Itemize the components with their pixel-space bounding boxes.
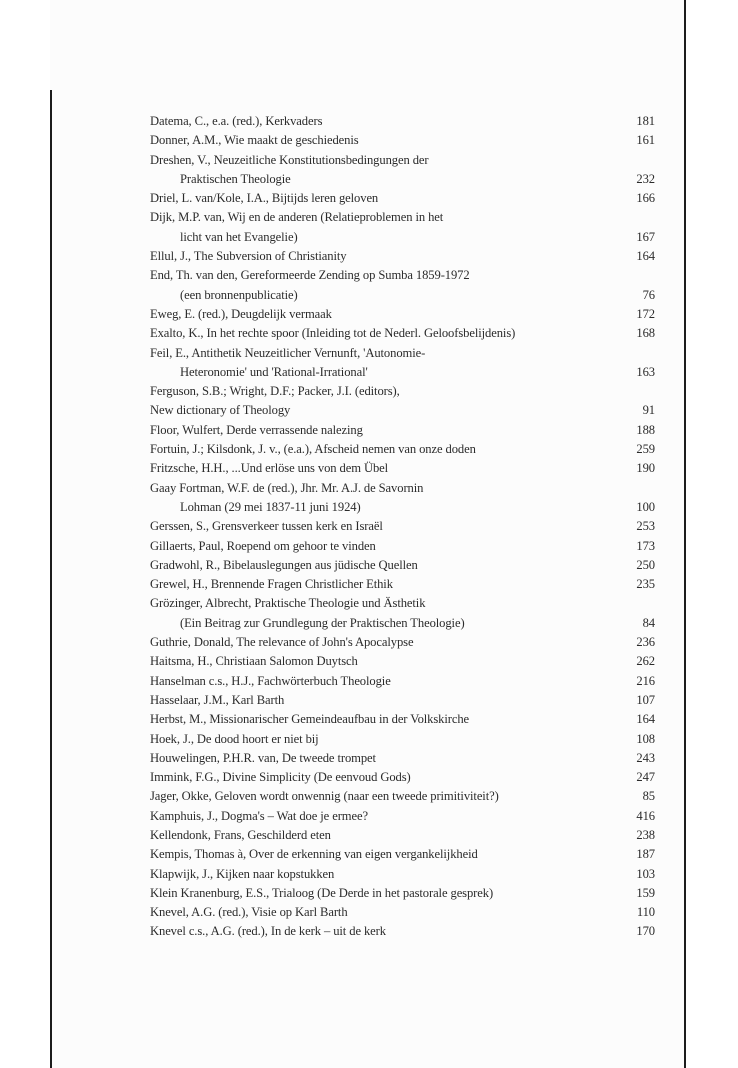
index-entry <box>150 305 655 324</box>
index-entry <box>150 189 655 208</box>
entry-page-number: 107 <box>636 692 655 707</box>
entry-title: Klein Kranenburg, E.S., Trialoog (De Derde in het pastorale gesprek) <box>150 885 494 900</box>
entry-title: Eweg, E. (red.), Deugdelijk vermaak <box>150 306 332 321</box>
entry-page-number: 161 <box>636 133 655 148</box>
entry-page-number: 181 <box>636 114 655 128</box>
entry-title-continuation: (een bronnenpublicatie) <box>180 287 298 302</box>
index-entry <box>150 382 655 421</box>
index-entry <box>150 151 655 190</box>
entry-page-number: 159 <box>636 885 655 900</box>
index-entry <box>150 440 655 459</box>
entry-title: Grözinger, Albrecht, Praktische Theologie und Ästhetik <box>150 596 426 611</box>
index-entry <box>150 749 655 768</box>
index-entry <box>150 691 655 710</box>
index-entry <box>150 807 655 826</box>
index-entry <box>150 768 655 787</box>
entry-page-number: 253 <box>636 519 655 534</box>
index-entry <box>150 421 655 440</box>
book-index-list <box>150 112 655 942</box>
entry-title: Donner, A.M., Wie maakt de geschiedenis <box>150 133 359 148</box>
entry-page-number: 170 <box>636 924 655 939</box>
index-entry <box>150 633 655 652</box>
entry-page-number: 168 <box>636 326 655 341</box>
entry-page-number: 188 <box>636 422 655 437</box>
entry-title: Knevel c.s., A.G. (red.), In de kerk – uit de kerk <box>150 924 386 939</box>
entry-page-number: 108 <box>636 731 655 746</box>
index-entry <box>150 537 655 556</box>
entry-title: Guthrie, Donald, The relevance of John's Apocalypse <box>150 635 414 650</box>
page-edge-left <box>50 90 52 1068</box>
index-entry <box>150 884 655 903</box>
entry-page-number: 110 <box>636 905 655 920</box>
entry-title: Houwelingen, P.H.R. van, De tweede trompet <box>150 750 376 765</box>
entry-page-number: 247 <box>636 770 655 785</box>
entry-title: Kempis, Thomas à, Over de erkenning van eigen vergankelijkheid <box>150 847 478 862</box>
entry-title: Gaay Fortman, W.F. de (red.), Jhr. Mr. A.J. de Savornin <box>150 480 424 495</box>
index-entry <box>150 247 655 266</box>
entry-title: Hanselman c.s., H.J., Fachwörterbuch Theologie <box>150 673 391 688</box>
index-entry <box>150 922 655 941</box>
entry-title: Fritzsche, H.H., ...Und erlöse uns von dem Übel <box>150 461 389 476</box>
entry-title: Exalto, K., In het rechte spoor (Inleiding tot de Nederl. Geloofsbelijdenis) <box>150 326 516 341</box>
index-entry <box>150 652 655 671</box>
entry-title: Knevel, A.G. (red.), Visie op Karl Barth <box>150 905 348 920</box>
entry-title: Jager, Okke, Geloven wordt onwennig (naar een tweede primitiviteit?) <box>150 789 499 804</box>
index-entry <box>150 787 655 806</box>
entry-title: Klapwijk, J., Kijken naar kopstukken <box>150 866 335 881</box>
entry-title: Fortuin, J.; Kilsdonk, J. v., (e.a.), Afscheid nemen van onze doden <box>150 442 476 457</box>
entry-page-number: 216 <box>636 673 655 688</box>
entry-title: Dijk, M.P. van, Wij en de anderen (Relatieproblemen in het <box>150 210 444 225</box>
index-entry <box>150 344 655 383</box>
entry-page-number: 167 <box>636 229 655 244</box>
entry-title: Kamphuis, J., Dogma's – Wat doe je ermee? <box>150 808 368 823</box>
entry-page-number: 172 <box>636 306 655 321</box>
entry-title: Gerssen, S., Grensverkeer tussen kerk en Israël <box>150 519 383 534</box>
entry-title-continuation: Praktischen Theologie <box>180 171 291 186</box>
entry-title-continuation: Heteronomie' und 'Rational-Irrational' <box>180 364 368 379</box>
entry-title: Driel, L. van/Kole, I.A., Bijtijds leren geloven <box>150 191 379 206</box>
entry-page-number: 232 <box>636 171 655 186</box>
entry-page-number: 243 <box>636 750 655 765</box>
index-entry <box>150 672 655 691</box>
entry-title: Gillaerts, Paul, Roepend om gehoor te vinden <box>150 538 376 553</box>
entry-title: Grewel, H., Brennende Fragen Christlicher Ethik <box>150 577 393 592</box>
entry-page-number: 235 <box>636 577 655 592</box>
entry-title-continuation: Lohman (29 mei 1837-11 juni 1924) <box>180 499 361 514</box>
entry-page-number: 262 <box>636 654 655 669</box>
entry-title: Hoek, J., De dood hoort er niet bij <box>150 731 319 746</box>
entry-page-number: 76 <box>642 287 655 302</box>
index-entry <box>150 112 655 131</box>
index-entry <box>150 710 655 729</box>
entry-title: Datema, C., e.a. (red.), Kerkvaders <box>150 114 323 128</box>
entry-page-number: 85 <box>642 789 655 804</box>
entry-page-number: 91 <box>642 403 655 418</box>
entry-page-number: 163 <box>636 364 655 379</box>
index-entry <box>150 459 655 478</box>
index-entry <box>150 479 655 518</box>
entry-page-number: 236 <box>636 635 655 650</box>
entry-title: Haitsma, H., Christiaan Salomon Duytsch <box>150 654 358 669</box>
index-entry <box>150 826 655 845</box>
entry-page-number: 259 <box>636 442 655 457</box>
entry-page-number: 416 <box>636 808 655 823</box>
entry-title: Herbst, M., Missionarischer Gemeindeaufbau in der Volkskirche <box>150 712 470 727</box>
index-entry <box>150 730 655 749</box>
index-entry <box>150 324 655 343</box>
index-entry <box>150 575 655 594</box>
entry-title: Immink, F.G., Divine Simplicity (De eenvoud Gods) <box>150 770 411 785</box>
entry-title: Hasselaar, J.M., Karl Barth <box>150 692 285 707</box>
entry-page-number: 190 <box>636 461 655 476</box>
index-entry <box>150 556 655 575</box>
index-entry <box>150 594 655 633</box>
entry-page-number: 84 <box>642 615 655 630</box>
entry-title: Gradwohl, R., Bibelauslegungen aus jüdische Quellen <box>150 557 418 572</box>
entry-title: End, Th. van den, Gereformeerde Zending op Sumba 1859-1972 <box>150 268 470 283</box>
index-entry <box>150 865 655 884</box>
entry-title-continuation: (Ein Beitrag zur Grundlegung der Praktischen Theologie) <box>180 615 465 630</box>
entry-page-number: 100 <box>636 499 655 514</box>
entry-title: Ellul, J., The Subversion of Christianity <box>150 249 347 264</box>
entry-page-number: 166 <box>636 191 655 206</box>
entry-title: Ferguson, S.B.; Wright, D.F.; Packer, J.I. (editors), <box>150 384 400 399</box>
entry-title-continuation: licht van het Evangelie) <box>180 229 298 244</box>
index-entry <box>150 266 655 305</box>
index-entry <box>150 517 655 536</box>
entry-title: Floor, Wulfert, Derde verrassende nalezing <box>150 422 363 437</box>
entry-page-number: 238 <box>636 827 655 842</box>
entry-page-number: 164 <box>636 712 655 727</box>
entry-page-number: 250 <box>636 557 655 572</box>
entry-page-number: 164 <box>636 249 655 264</box>
index-entry <box>150 131 655 150</box>
entry-title: Dreshen, V., Neuzeitliche Konstitutionsbedingungen der <box>150 152 429 167</box>
entry-title: Feil, E., Antithetik Neuzeitlicher Vernunft, 'Autonomie- <box>150 345 426 360</box>
page-edge-right <box>684 0 686 1068</box>
entry-title-continuation: New dictionary of Theology <box>150 403 291 418</box>
index-entry <box>150 208 655 247</box>
entry-page-number: 103 <box>636 866 655 881</box>
index-entry <box>150 845 655 864</box>
entry-page-number: 187 <box>636 847 655 862</box>
entry-title: Kellendonk, Frans, Geschilderd eten <box>150 827 331 842</box>
entry-page-number: 173 <box>636 538 655 553</box>
index-entry <box>150 903 655 922</box>
